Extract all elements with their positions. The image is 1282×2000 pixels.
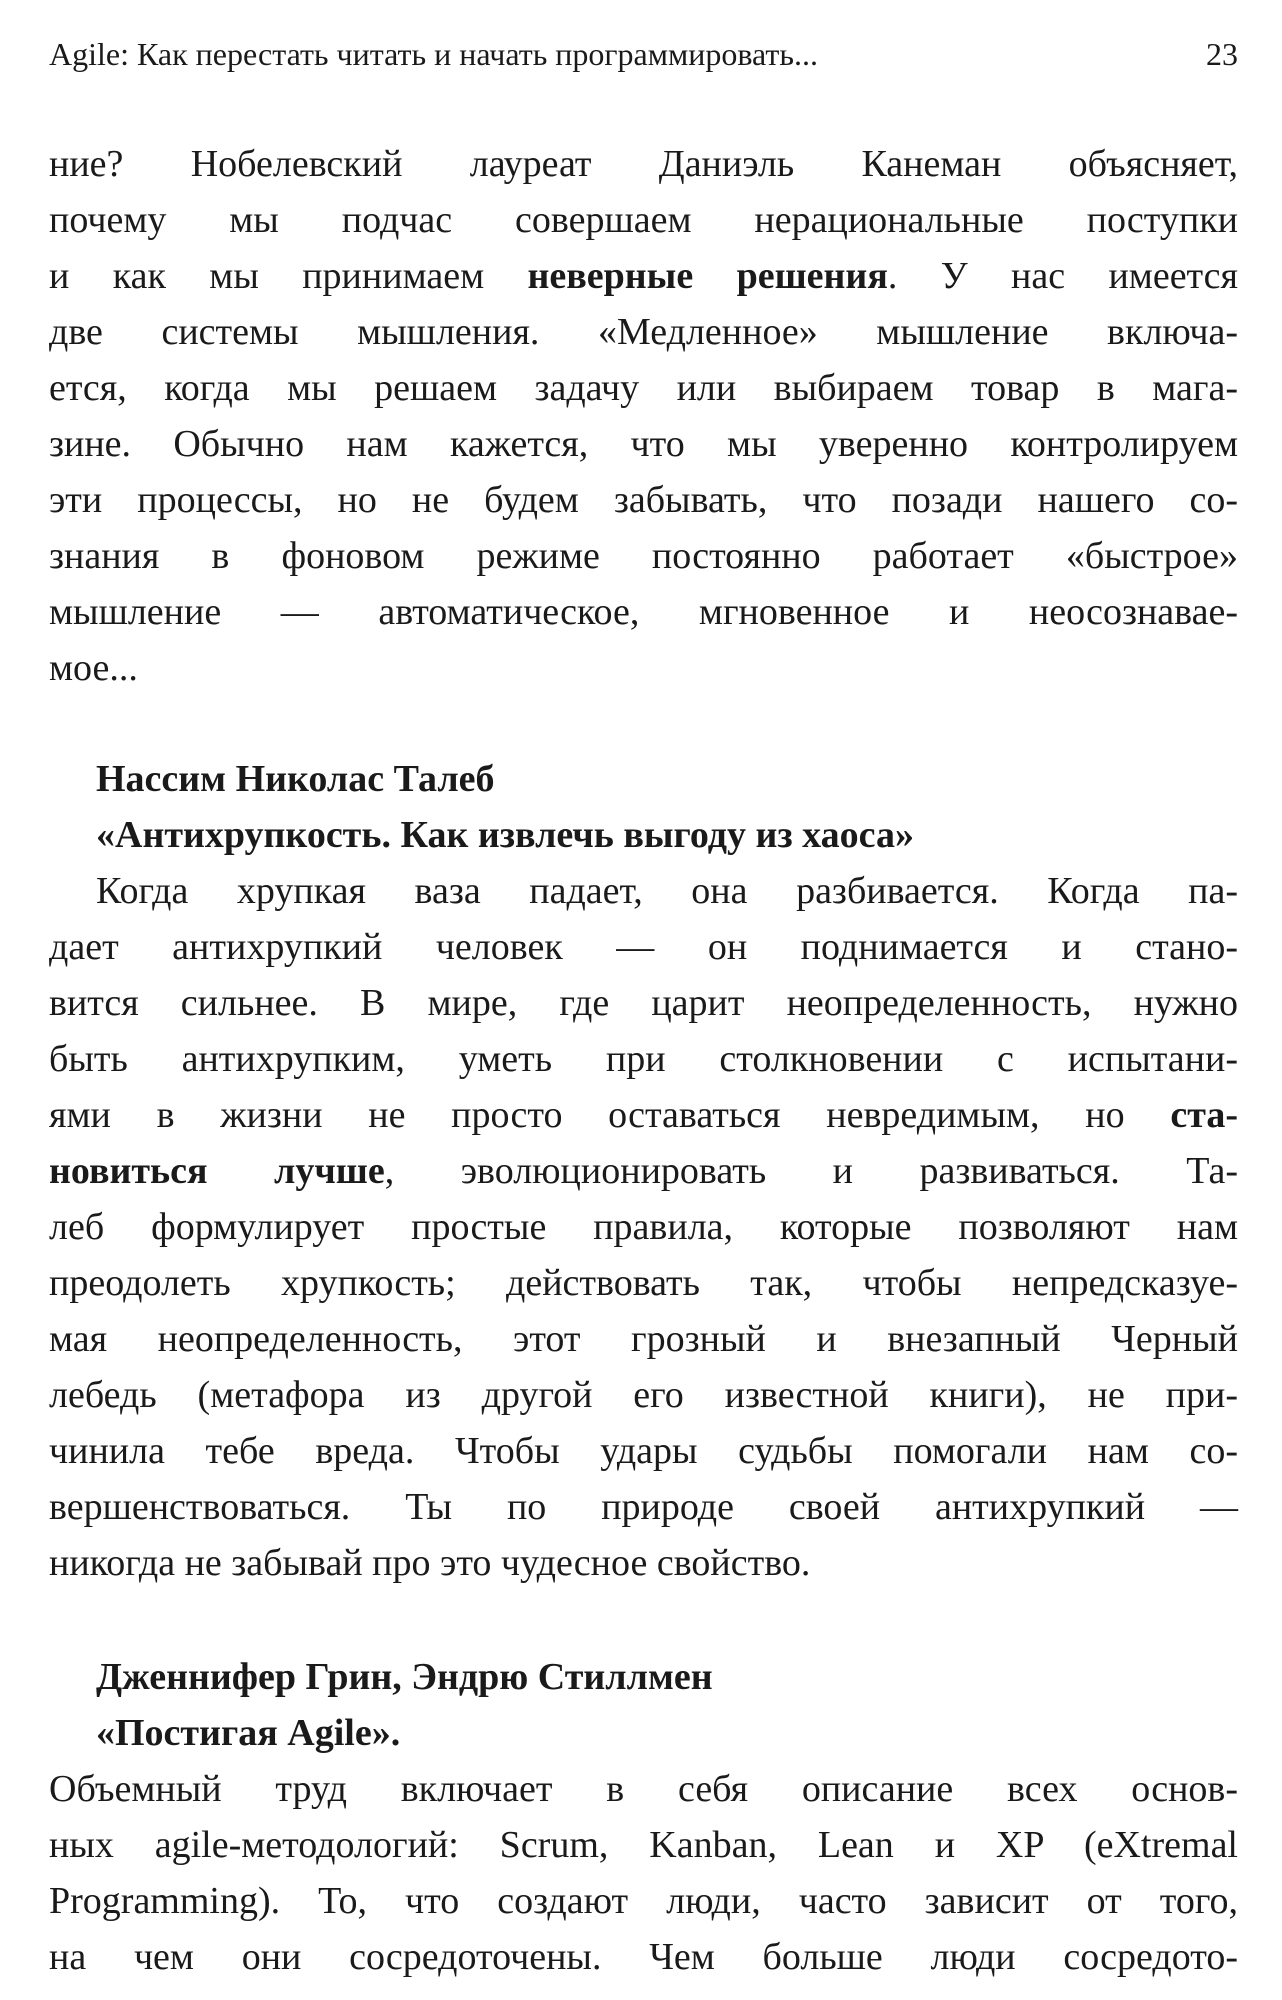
bold-emphasis: ста-: [1170, 1094, 1238, 1136]
text-segment: мое...: [49, 647, 138, 689]
text-line: [49, 1929, 1238, 1985]
text-line: [49, 304, 1238, 360]
section-book-title: «Антихрупкость. Как извлечь выгоду из хаоса»: [96, 814, 914, 856]
section-author: Нассим Николас Талеб: [96, 758, 495, 800]
text-segment: мышление — автоматическое, мгновенное и неосознавае-: [49, 591, 1238, 633]
text-line: [49, 192, 1238, 248]
bold-emphasis: новиться лучше: [49, 1150, 385, 1192]
text-line: [49, 1143, 1238, 1199]
text-segment: лебедь (метафора из другой его известной книги), не при-: [49, 1374, 1238, 1416]
text-segment: и как мы принимаем: [49, 255, 528, 297]
text-line: [49, 1367, 1238, 1423]
text-line: [49, 1873, 1238, 1929]
text-line: [49, 528, 1238, 584]
text-segment: быть антихрупким, уметь при столкновении с испытани-: [49, 1038, 1238, 1080]
text-segment: знания в фоновом режиме постоянно работает «быстрое»: [49, 535, 1238, 577]
text-segment: мая неопределенность, этот грозный и внезапный Черный: [49, 1318, 1238, 1360]
text-segment: зине. Обычно нам кажется, что мы уверенно контролируем: [49, 423, 1238, 465]
section-author: Дженнифер Грин, Эндрю Стиллмен: [96, 1656, 713, 1698]
text-line: [49, 1479, 1238, 1535]
text-line: [49, 863, 1238, 919]
text-segment: почему мы подчас совершаем нерациональные поступки: [49, 199, 1238, 241]
heading-taleb: [49, 751, 1238, 863]
text-segment: ных agile-методологий: Scrum, Kanban, Lean и XP (eXtremal: [49, 1824, 1238, 1866]
text-segment: ется, когда мы решаем задачу или выбираем товар в мага-: [49, 367, 1238, 409]
bold-emphasis: неверные решения: [527, 255, 888, 297]
heading-greene-stellman: [49, 1649, 1238, 1761]
text-line: [49, 1031, 1238, 1087]
book-title: Agile: Как перестать читать и начать программировать...: [49, 36, 818, 72]
text-line: [49, 1535, 1238, 1591]
text-line: [49, 472, 1238, 528]
text-line: [49, 416, 1238, 472]
text-segment: Объемный труд включает в себя описание всех основ-: [49, 1768, 1238, 1810]
text-segment: Когда хрупкая ваза падает, она разбивается. Когда па-: [96, 870, 1238, 912]
text-segment: ние? Нобелевский лауреат Даниэль Канеман объясняет,: [49, 143, 1238, 185]
text-segment: ями в жизни не просто оставаться невредимым, но: [49, 1094, 1171, 1136]
text-segment: никогда не забывай про это чудесное свойство.: [49, 1542, 811, 1584]
text-line: [49, 640, 1238, 696]
text-segment: две системы мышления. «Медленное» мышление включа-: [49, 311, 1238, 353]
text-line: [49, 975, 1238, 1031]
text-line: [49, 1311, 1238, 1367]
text-line: [49, 1087, 1238, 1143]
text-line: [49, 919, 1238, 975]
text-segment: вится сильнее. В мире, где царит неопределенность, нужно: [49, 982, 1238, 1024]
text-segment: преодолеть хрупкость; действовать так, чтобы непредсказуе-: [49, 1262, 1238, 1304]
text-line: [49, 1199, 1238, 1255]
text-line: [49, 584, 1238, 640]
text-segment: . У нас имеется: [887, 255, 1238, 297]
text-line: [49, 1255, 1238, 1311]
section-book-title: «Постигая Agile».: [96, 1712, 401, 1754]
text-segment: дает антихрупкий человек — он поднимается и стано-: [49, 926, 1238, 968]
text-segment: на чем они сосредоточены. Чем больше люди сосредото-: [49, 1936, 1238, 1978]
text-segment: эти процессы, но не будем забывать, что позади нашего со-: [49, 479, 1238, 521]
text-line: [49, 1817, 1238, 1873]
text-line: [49, 360, 1238, 416]
text-line: [49, 1761, 1238, 1817]
running-header: [49, 34, 1238, 74]
page-number: 23: [1206, 36, 1238, 72]
paragraph-greene-stellman: [49, 1761, 1238, 1985]
text-line: [49, 248, 1238, 304]
text-segment: Programming). То, что создают люди, часто зависит от того,: [49, 1880, 1238, 1922]
text-segment: вершенствоваться. Ты по природе своей антихрупкий —: [49, 1486, 1238, 1528]
text-segment: чинила тебе вреда. Чтобы удары судьбы помогали нам со-: [49, 1430, 1238, 1472]
text-line: [49, 136, 1238, 192]
paragraph-kahneman: [49, 136, 1238, 696]
paragraph-taleb: [49, 863, 1238, 1591]
text-line: [49, 1423, 1238, 1479]
text-segment: леб формулирует простые правила, которые позволяют нам: [49, 1206, 1238, 1248]
text-segment: , эволюционировать и развиваться. Та-: [384, 1150, 1238, 1192]
